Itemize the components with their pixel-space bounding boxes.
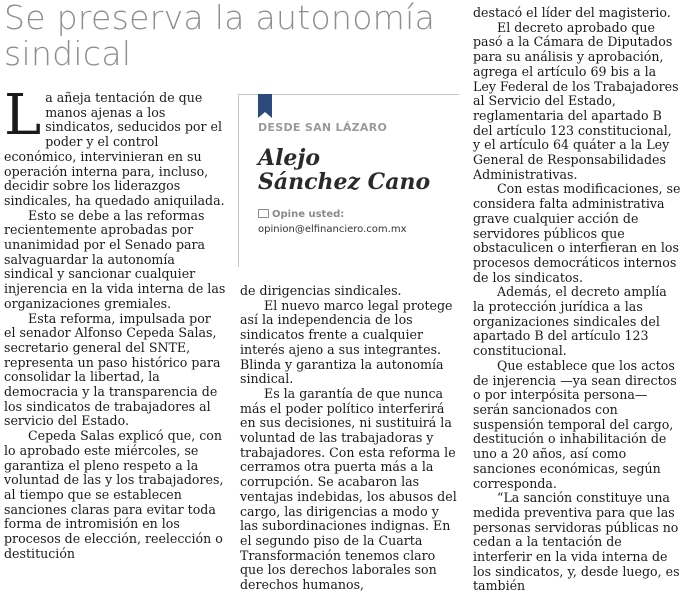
paragraph: Esto se debe a las reformas recientemente aprobadas por unanimidad por el Senado para salvaguardar la autonomía sindical y sancionar cualquier injerencia en la vida interna de las organizaciones gremiales.	[4, 207, 226, 311]
opine-label	[258, 209, 344, 220]
paragraph: Que establece que los actos de injerencia —ya sean directos o por interpósita persona— serán sancionados con suspensión temporal del cargo, destitución o inhabilitación de uno a 20 años, así como sanciones económicas, según corresponda.	[473, 357, 677, 491]
author-name	[258, 146, 430, 194]
column-1	[4, 83, 226, 562]
column-3	[473, 6, 681, 594]
column-2	[240, 284, 458, 593]
paragraph: Esta reforma, impulsada por el senador Alfonso Cepeda Salas, secretario general del SNTE, representa un paso histórico para consolidar la libertad, la democracia y la transparencia de los sindicatos de trabajadores al servicio del Estado.	[4, 310, 221, 429]
paragraph: Cepeda Salas explicó que, con lo aprobado este miércoles, se garantiza el pleno respeto a la voluntad de las y los trabajadores, al tiempo que se establecen sanciones claras para evitar toda forma de intromisión en los procesos de elección, reelección o destitución	[4, 428, 224, 561]
column-section-label: DESDE SAN LÁZARO	[258, 121, 388, 134]
paragraph: “La sanción constituye una medida preventiva para que las personas servidoras públicas no cedan a la tentación de interferir en la vida interna de los sindicatos, y, desde luego, es también	[473, 490, 680, 594]
paragraph: El decreto aprobado que pasó a la Cámara de Diputados para su análisis y aprobación, agrega el artículo 69 bis a la Ley Federal de los Trabajadores al Servicio del Estado, reglamentaria del apartado B del artículo 123 constitucional, y el artículo 64 quáter a la Ley General de Responsabilidades Administrativas.	[473, 19, 679, 182]
author-last-name: Sánchez Cano	[258, 169, 431, 195]
paragraph-text: a añeja tentación de que manos ajenas a los sindicatos, seducidos por el poder y el control económico, intervinieran en su operación interna para, incluso, decidir sobre los liderazgos sindicales, ha quedado aniquilada.	[4, 90, 225, 208]
contact-email[interactable]: opinion@elfinanciero.com.mx	[258, 224, 407, 235]
paragraph: Además, el decreto amplía la protección jurídica a las organizaciones sindicales del apartado B del artículo 123 constitucional.	[473, 284, 667, 359]
bookmark-icon	[258, 94, 272, 112]
paragraph: destacó el líder del magisterio.	[473, 5, 671, 20]
paragraph	[4, 83, 226, 209]
paragraph: Con estas modificaciones, se considera falta administrativa grave cualquier acción de servidores públicos que obstaculicen o interfieran en los procesos democráticos internos de los sindicatos.	[473, 181, 681, 285]
paragraph: El nuevo marco legal protege así la independencia de los sindicatos frente a cualquier interés ajeno a sus integrantes. Blinda y garantiza la autonomía sindical.	[240, 297, 453, 387]
opine-text: Opine usted:	[272, 209, 345, 220]
chat-bubble-icon	[258, 209, 269, 218]
paragraph: Es la garantía de que nunca más el poder político interferirá en sus decisiones, ni sustituirá la voluntad de las trabajadoras y trabajadores. Con esta reforma le cerramos otra puerta más a la corrupción. Se acabaron las ventajas indebidas, los abusos del cargo, las dirigencias a modo y las subordinaciones indignas. En el segundo piso de la Cuarta Transformación tenemos claro que los derechos laborales son derechos humanos,	[240, 385, 457, 593]
headline: Se preserva la autonomía sindical	[4, 0, 436, 73]
author-first-name: Alejo	[258, 145, 321, 171]
drop-cap: L	[4, 83, 42, 148]
paragraph: de dirigencias sindicales.	[240, 283, 402, 298]
